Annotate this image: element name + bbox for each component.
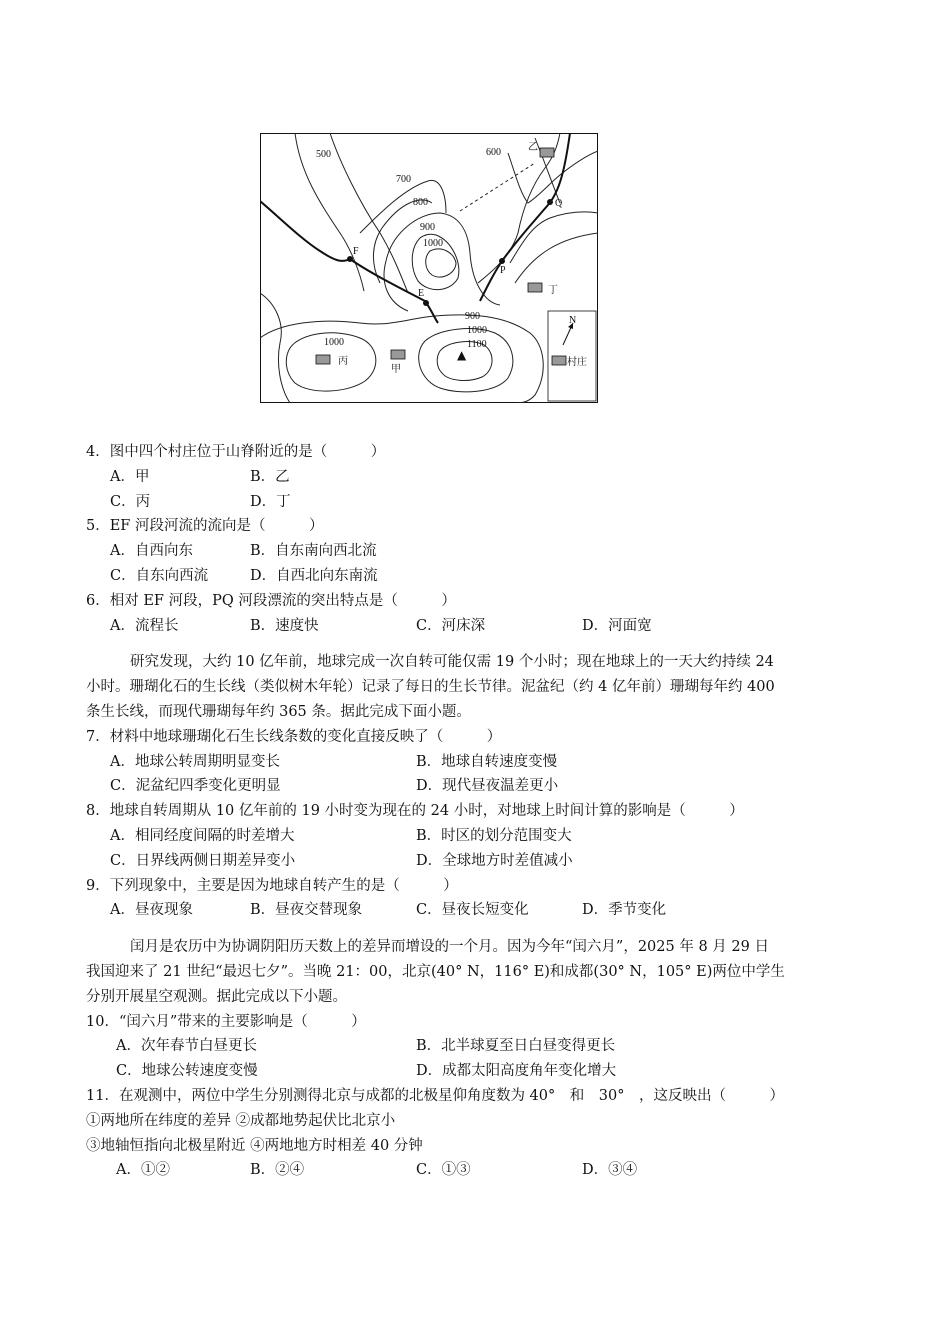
point-e-marker (423, 300, 429, 306)
q4-option-c: C．丙 (110, 493, 151, 510)
passage-2 (86, 935, 876, 1009)
point-e-label: E (418, 288, 425, 299)
q11-option-d: D．③④ (582, 1162, 638, 1179)
q6-option-b: B．速度快 (250, 617, 319, 634)
q7-stem: 7．材料中地球珊瑚化石生长线条数的变化直接反映了（ ） (86, 728, 502, 745)
q9-option-c: C．昼夜长短变化 (416, 902, 529, 919)
q11-stem: 11．在观测中，两位中学生分别测得北京与成都的北极星仰角度数为 40° 和 30° ，这反映出（ ） (86, 1087, 784, 1104)
q5-option-b: B．自东南向西北流 (250, 543, 377, 560)
q10-option-a: A．次年春节白昼更长 (116, 1038, 257, 1055)
q4-options-row1 (86, 465, 876, 490)
q7-options-row2 (86, 774, 876, 799)
contour-label-800: 800 (413, 197, 428, 208)
q8-option-d: D．全球地方时差值减小 (416, 852, 573, 869)
q11-option-b: B．②④ (250, 1162, 305, 1179)
q6-option-d: D．河面宽 (582, 617, 652, 634)
questions-section (86, 440, 876, 1183)
q11-statements-2: ③地轴恒指向北极星附近 ④两地地方时相差 40 分钟 (86, 1137, 423, 1154)
q4-option-d: D．丁 (250, 493, 291, 510)
q10-stem: 10．“闰六月”带来的主要影响是（ ） (86, 1013, 366, 1030)
passage-1-line-3: 条生长线，而现代珊瑚每年约 365 条。据此完成下面小题。 (86, 703, 471, 720)
point-f-label: F (353, 246, 359, 257)
q9-option-d: D．季节变化 (582, 902, 667, 919)
contour-label-1000-south: 1000 (467, 325, 487, 336)
q9-stem: 9．下列现象中，主要是因为地球自转产生的是（ ） (86, 877, 458, 894)
q11-option-c: C．①③ (416, 1162, 471, 1179)
passage-1-line-1: 研究发现，大约 10 亿年前，地球完成一次自转可能仅需 19 个小时；现在地球上的一天大约持续 24 (130, 654, 774, 671)
village-jia-marker (391, 350, 405, 359)
q11-options (86, 1158, 876, 1183)
q5-option-d: D．自西北向东南流 (250, 567, 378, 584)
q9-options (86, 898, 876, 923)
q5-options-row2 (86, 564, 876, 589)
passage-2-line-3: 分别开展星空观测。据此完成以下小题。 (86, 988, 347, 1005)
q4-stem: 4．图中四个村庄位于山脊附近的是（ ） (86, 444, 386, 460)
q11-statements-1: ①两地所在纬度的差异 ②成都地势起伏比北京小 (86, 1112, 396, 1129)
contour-label-1000: 1000 (423, 238, 443, 249)
map-frame (261, 134, 598, 403)
passage-2-line-2: 我国迎来了 21 世纪“最迟七夕”。当晚 21：00，北京(40° N，116° E)和成都(30° N，105° E)两位中学生 (86, 963, 785, 980)
q8-options-row1 (86, 824, 876, 849)
q6-options (86, 614, 876, 639)
q7-option-c: C．泥盆纪四季变化更明显 (110, 778, 281, 795)
q9-option-a: A．昼夜现象 (110, 902, 193, 919)
peak-icon: ▲ (457, 348, 467, 362)
point-p-marker (499, 258, 505, 264)
q4-option-b: B．乙 (250, 468, 290, 485)
q10-option-b: B．北半球夏至日白昼变得更长 (416, 1038, 616, 1055)
point-p-label: P (500, 265, 506, 276)
q7-options-row1 (86, 750, 876, 775)
contour-label-1000-west: 1000 (324, 337, 344, 348)
village-ding-marker (528, 283, 542, 292)
q10-option-c: C．地球公转速度变慢 (116, 1063, 258, 1080)
passage-2-line-1: 闰月是农历中为协调阴阳历天数上的差异而增设的一个月。因为今年“闰六月”，2025 年 8 月 29 日 (130, 939, 769, 956)
q10-options-row2 (86, 1059, 876, 1084)
q4-option-a: A．甲 (110, 468, 150, 485)
q5-option-a: A．自西向东 (110, 543, 193, 560)
q8-option-c: C．日界线两侧日期差异变小 (110, 852, 296, 869)
q11-option-a: A．①② (116, 1162, 170, 1179)
q5-option-c: C．自东向西流 (110, 567, 209, 584)
q8-stem: 8．地球自转周期从 10 亿年前的 19 小时变为现在的 24 小时，对地球上时间计算的影响是（ ） (86, 803, 744, 820)
q10-option-d: D．成都太阳高度角年变化增大 (416, 1063, 617, 1080)
q9-option-b: B．昼夜交替现象 (250, 902, 363, 919)
contour-map-svg (260, 133, 598, 403)
north-label: N (569, 315, 577, 326)
q8-option-b: B．时区的划分范围变大 (416, 827, 572, 844)
village-ding-label: 丁 (548, 285, 558, 296)
village-bing-label: 丙 (338, 356, 348, 367)
village-yi-marker (540, 148, 554, 157)
contour-label-500: 500 (316, 149, 331, 160)
topographic-map (260, 133, 598, 403)
q6-stem: 6．相对 EF 河段，PQ 河段漂流的突出特点是（ ） (86, 592, 456, 609)
contour-label-1100: 1100 (467, 339, 487, 350)
passage-1 (86, 650, 876, 724)
q6-option-c: C．河床深 (416, 617, 486, 634)
contour-label-900-south: 900 (465, 311, 480, 322)
q8-options-row2 (86, 849, 876, 874)
q6-option-a: A．流程长 (110, 617, 179, 634)
legend-village-swatch (552, 356, 566, 365)
q4-options-row2 (86, 490, 876, 515)
contour-label-600: 600 (486, 147, 501, 158)
village-jia-label: 甲 (391, 364, 401, 375)
legend-village-label: 村庄 (567, 357, 587, 368)
contour-label-700: 700 (396, 174, 411, 185)
q7-option-b: B．地球自转速度变慢 (416, 753, 558, 770)
q5-options-row1 (86, 539, 876, 564)
q8-option-a: A．相同经度间隔的时差增大 (110, 827, 295, 844)
q7-option-a: A．地球公转周期明显变长 (110, 753, 280, 770)
passage-1-line-2: 小时。珊瑚化石的生长线（类似树木年轮）记录了每日的生长节律。泥盆纪（约 4 亿年前）珊瑚每年约 400 (86, 679, 775, 696)
point-q-marker (547, 199, 553, 205)
village-yi-label: 乙 (528, 142, 538, 153)
point-q-label: Q (555, 198, 563, 209)
village-bing-marker (316, 355, 330, 364)
q5-stem: 5．EF 河段河流的流向是（ ） (86, 518, 324, 535)
q7-option-d: D．现代昼夜温差更小 (416, 778, 559, 795)
q10-options-row1 (86, 1034, 876, 1059)
contour-label-900: 900 (420, 222, 435, 233)
